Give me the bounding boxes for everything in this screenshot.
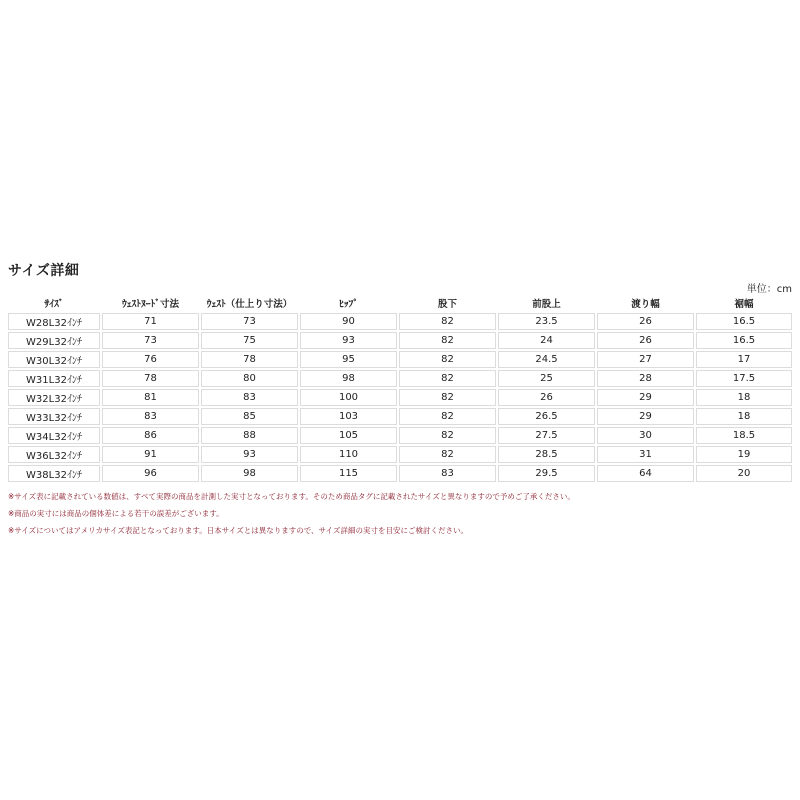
table-body	[8, 313, 792, 482]
table-cell: 75	[201, 332, 298, 349]
note-2: ※商品の実寸には商品の個体差による若干の誤差がございます。	[8, 509, 224, 518]
table-cell: 26	[597, 313, 694, 330]
table-cell: 91	[102, 446, 199, 463]
table-cell: 95	[300, 351, 397, 368]
table-cell: W34L32ｲﾝﾁ	[8, 427, 100, 444]
table-cell: 29.5	[498, 465, 595, 482]
table-cell: 83	[399, 465, 496, 482]
table-cell: 18.5	[696, 427, 792, 444]
table-cell: 24.5	[498, 351, 595, 368]
table-cell: 25	[498, 370, 595, 387]
note-3: ※サイズについてはアメリカサイズ表記となっております。日本サイズとは異なりますので、サイズ詳細の実寸を目安にご検討ください。	[8, 526, 468, 535]
header-hip: ﾋｯﾌﾟ	[338, 298, 358, 310]
table-cell: 90	[300, 313, 397, 330]
header-waist-nude: ｳｪｽﾄﾇｰﾄﾞ寸法	[121, 298, 179, 310]
table-cell: 18	[696, 389, 792, 406]
table-cell: 103	[300, 408, 397, 425]
table-cell: 80	[201, 370, 298, 387]
table-row	[8, 408, 792, 425]
table-cell: 83	[102, 408, 199, 425]
table-cell: 20	[696, 465, 792, 482]
table-cell: 27.5	[498, 427, 595, 444]
table-cell: 24	[498, 332, 595, 349]
table-cell: 71	[102, 313, 199, 330]
table-cell: 98	[201, 465, 298, 482]
table-row	[8, 313, 792, 330]
table-cell: 82	[399, 389, 496, 406]
table-header-row	[8, 294, 792, 311]
unit-label: 単位：cm	[746, 284, 792, 295]
header-hem-width: 裾幅	[734, 298, 754, 310]
table-cell: 26	[597, 332, 694, 349]
table-cell: 29	[597, 389, 694, 406]
table-cell: 23.5	[498, 313, 595, 330]
table-cell: W30L32ｲﾝﾁ	[8, 351, 100, 368]
table-cell: 93	[300, 332, 397, 349]
table-cell: W28L32ｲﾝﾁ	[8, 313, 100, 330]
table-row	[8, 446, 792, 463]
table-cell: W38L32ｲﾝﾁ	[8, 465, 100, 482]
table-cell: 28.5	[498, 446, 595, 463]
table-cell: 28	[597, 370, 694, 387]
table-row	[8, 370, 792, 387]
table-row	[8, 427, 792, 444]
table-row	[8, 465, 792, 482]
table-cell: 30	[597, 427, 694, 444]
table-cell: 81	[102, 389, 199, 406]
size-table	[6, 292, 794, 484]
table-cell: W33L32ｲﾝﾁ	[8, 408, 100, 425]
table-cell: 96	[102, 465, 199, 482]
table-cell: W31L32ｲﾝﾁ	[8, 370, 100, 387]
table-cell: 105	[300, 427, 397, 444]
table-cell: 17.5	[696, 370, 792, 387]
table-cell: 26	[498, 389, 595, 406]
table-cell: W29L32ｲﾝﾁ	[8, 332, 100, 349]
table-cell: 78	[201, 351, 298, 368]
table-cell: 85	[201, 408, 298, 425]
header-inseam: 股下	[437, 298, 457, 310]
table-cell: 76	[102, 351, 199, 368]
table-cell: 64	[597, 465, 694, 482]
table-cell: 100	[300, 389, 397, 406]
table-cell: 17	[696, 351, 792, 368]
table-cell: 27	[597, 351, 694, 368]
table-cell: 82	[399, 427, 496, 444]
table-cell: 26.5	[498, 408, 595, 425]
table-cell: W32L32ｲﾝﾁ	[8, 389, 100, 406]
table-cell: 98	[300, 370, 397, 387]
table-cell: 78	[102, 370, 199, 387]
table-cell: 82	[399, 408, 496, 425]
table-cell: 110	[300, 446, 397, 463]
table-cell: 83	[201, 389, 298, 406]
table-cell: 82	[399, 313, 496, 330]
table-cell: 29	[597, 408, 694, 425]
table-cell: 86	[102, 427, 199, 444]
table-cell: W36L32ｲﾝﾁ	[8, 446, 100, 463]
table-row	[8, 351, 792, 368]
table-cell: 82	[399, 370, 496, 387]
page-title: サイズ詳細	[8, 263, 80, 279]
table-cell: 18	[696, 408, 792, 425]
table-cell: 73	[102, 332, 199, 349]
table-cell: 73	[201, 313, 298, 330]
table-cell: 82	[399, 446, 496, 463]
table-cell: 82	[399, 351, 496, 368]
table-row	[8, 332, 792, 349]
table-cell: 82	[399, 332, 496, 349]
header-size: ｻｲｽﾞ	[44, 298, 64, 310]
table-cell: 115	[300, 465, 397, 482]
table-row	[8, 389, 792, 406]
header-waist-finished: ｳｪｽﾄ（仕上り寸法）	[206, 298, 293, 310]
table-cell: 31	[597, 446, 694, 463]
header-thigh-width: 渡り幅	[631, 298, 660, 310]
table-cell: 16.5	[696, 332, 792, 349]
header-front-rise: 前股上	[532, 298, 561, 310]
table-cell: 16.5	[696, 313, 792, 330]
table-cell: 88	[201, 427, 298, 444]
note-1: ※サイズ表に記載されている数値は、すべて実際の商品を計測した実寸となっております。そのため商品タグに記載されたサイズと異なりますので予めご了承ください。	[8, 492, 575, 501]
table-cell: 93	[201, 446, 298, 463]
table-cell: 19	[696, 446, 792, 463]
